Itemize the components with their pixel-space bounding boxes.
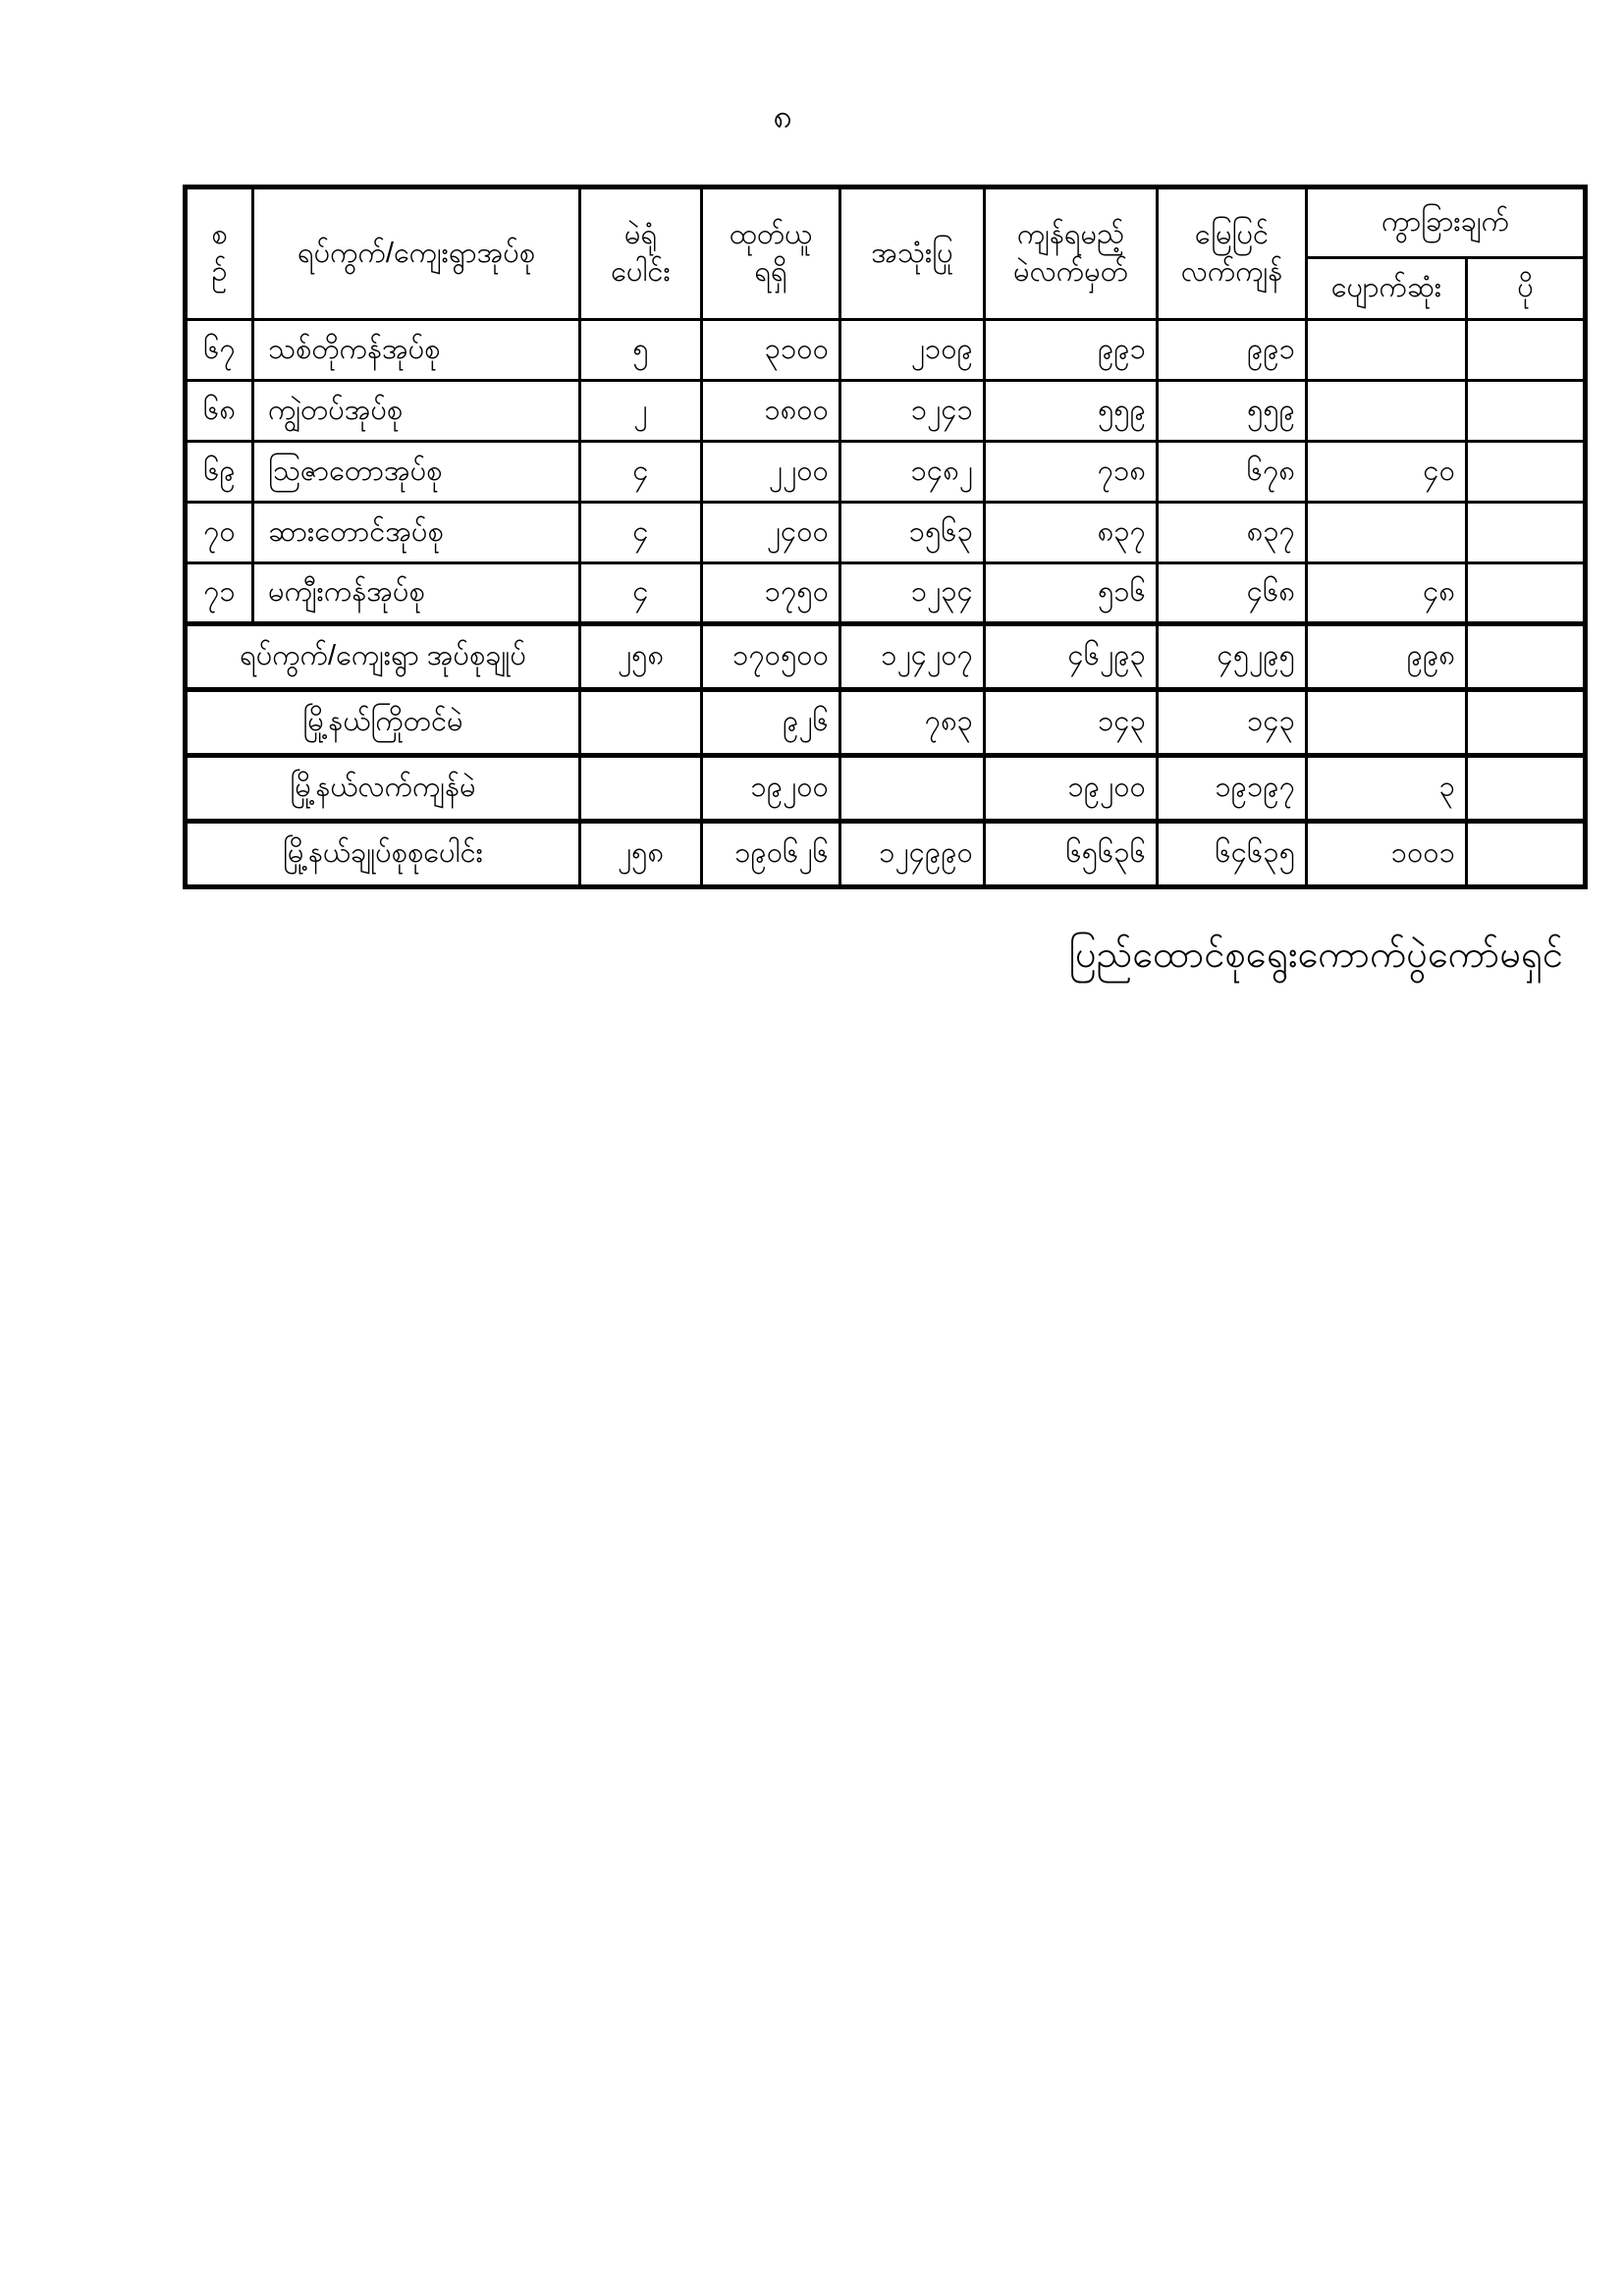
cell-serial: ၇၁ bbox=[186, 563, 253, 624]
ward-village-total-row bbox=[186, 624, 1586, 690]
cell-issued: ၂၂၀၀ bbox=[702, 442, 840, 503]
ballot-summary-table bbox=[183, 185, 1588, 889]
cell-serial: ၇၀ bbox=[186, 503, 253, 563]
cell-remaining: ၅၁၆ bbox=[985, 563, 1158, 624]
cell-total-label: ရပ်ကွက်/ကျေးရွာ အုပ်စုချုပ် bbox=[186, 624, 580, 690]
cell-issued: ၁၉၂၀၀ bbox=[702, 756, 840, 822]
cell-ground: ၆၇၈ bbox=[1158, 442, 1307, 503]
cell-extra bbox=[1467, 690, 1586, 756]
cell-serial: ၆၈ bbox=[186, 381, 253, 442]
cell-issued: ၉၂၆ bbox=[702, 690, 840, 756]
header-ground-balance: မြေပြင် လက်ကျန် bbox=[1158, 187, 1307, 320]
township-grand-total-row bbox=[186, 822, 1586, 887]
cell-lost: ၃ bbox=[1307, 756, 1467, 822]
cell-used: ၇၈၃ bbox=[840, 690, 985, 756]
cell-extra bbox=[1467, 822, 1586, 887]
cell-issued: ၁၉၀၆၂၆ bbox=[702, 822, 840, 887]
header-difference: ကွာခြားချက် bbox=[1307, 187, 1586, 258]
cell-ward-name: မကျီးကန်အုပ်စု bbox=[253, 563, 580, 624]
cell-extra bbox=[1467, 320, 1586, 381]
header-extra: ပို bbox=[1467, 258, 1586, 320]
cell-stations: ၄ bbox=[580, 442, 702, 503]
header-serial-line1: စ bbox=[211, 218, 228, 250]
header-serial-line2: ဉ် bbox=[211, 255, 228, 288]
township-remaining-votes-row bbox=[186, 756, 1586, 822]
cell-ward-name: ဩဇာတောအုပ်စု bbox=[253, 442, 580, 503]
cell-remaining: ၉၉၁ bbox=[985, 320, 1158, 381]
cell-remaining: ၅၅၉ bbox=[985, 381, 1158, 442]
header-issued: ထုတ်ယူ ရရှိ bbox=[702, 187, 840, 320]
cell-lost: ၄၈ bbox=[1307, 563, 1467, 624]
cell-ward-name: သစ်တိုကန်အုပ်စု bbox=[253, 320, 580, 381]
cell-ground: ၈၃၇ bbox=[1158, 503, 1307, 563]
cell-total-label: မြို့နယ်လက်ကျန်မဲ bbox=[186, 756, 580, 822]
cell-remaining: ၇၁၈ bbox=[985, 442, 1158, 503]
union-election-commission-signature: ပြည်ထောင်စုရွေးကောက်ပွဲကော်မရှင် bbox=[1068, 934, 1563, 976]
cell-stations: ၂၅၈ bbox=[580, 822, 702, 887]
cell-extra bbox=[1467, 756, 1586, 822]
page-number: ၈ bbox=[773, 98, 792, 135]
cell-lost: ၁၀၀၁ bbox=[1307, 822, 1467, 887]
cell-ward-name: ဆားတောင်အုပ်စု bbox=[253, 503, 580, 563]
cell-serial: ၆၉ bbox=[186, 442, 253, 503]
cell-issued: ၂၄၀၀ bbox=[702, 503, 840, 563]
cell-stations: ၂ bbox=[580, 381, 702, 442]
cell-ground: ၆၄၆၃၅ bbox=[1158, 822, 1307, 887]
cell-issued: ၁၇၀၅၀၀ bbox=[702, 624, 840, 690]
cell-used: ၁၂၄၉၉၀ bbox=[840, 822, 985, 887]
cell-issued: ၁၈၀၀ bbox=[702, 381, 840, 442]
cell-issued: ၁၇၅၀ bbox=[702, 563, 840, 624]
cell-extra bbox=[1467, 503, 1586, 563]
cell-ground: ၄၅၂၉၅ bbox=[1158, 624, 1307, 690]
cell-ground: ၅၅၉ bbox=[1158, 381, 1307, 442]
cell-used: ၁၂၄၂၀၇ bbox=[840, 624, 985, 690]
cell-remaining: ၁၄၃ bbox=[985, 690, 1158, 756]
table-row bbox=[186, 320, 1586, 381]
cell-ground: ၁၄၃ bbox=[1158, 690, 1307, 756]
cell-stations: ၅ bbox=[580, 320, 702, 381]
table-row bbox=[186, 503, 1586, 563]
cell-lost bbox=[1307, 503, 1467, 563]
table-row bbox=[186, 381, 1586, 442]
cell-total-label: မြို့နယ်ချုပ်စုစုပေါင်း bbox=[186, 822, 580, 887]
cell-ground: ၁၉၁၉၇ bbox=[1158, 756, 1307, 822]
cell-lost bbox=[1307, 381, 1467, 442]
cell-stations: ၂၅၈ bbox=[580, 624, 702, 690]
header-ward-name: ရပ်ကွက်/ကျေးရွာအုပ်စု bbox=[253, 187, 580, 320]
header-used: အသုံးပြု bbox=[840, 187, 985, 320]
header-lost: ပျောက်ဆုံး bbox=[1307, 258, 1467, 320]
cell-used bbox=[840, 756, 985, 822]
township-advance-votes-row bbox=[186, 690, 1586, 756]
cell-remaining: ၈၃၇ bbox=[985, 503, 1158, 563]
cell-serial: ၆၇ bbox=[186, 320, 253, 381]
cell-lost bbox=[1307, 690, 1467, 756]
table-row bbox=[186, 563, 1586, 624]
header-remaining-ballots: ကျန်ရမည့် မဲလက်မှတ် bbox=[985, 187, 1158, 320]
table-header bbox=[186, 187, 1586, 320]
cell-extra bbox=[1467, 624, 1586, 690]
header-serial bbox=[186, 187, 253, 320]
cell-ground: ၉၉၁ bbox=[1158, 320, 1307, 381]
cell-total-label: မြို့နယ်ကြိုတင်မဲ bbox=[186, 690, 580, 756]
cell-lost: ၉၉၈ bbox=[1307, 624, 1467, 690]
cell-used: ၂၁၀၉ bbox=[840, 320, 985, 381]
cell-used: ၁၂၄၁ bbox=[840, 381, 985, 442]
cell-lost bbox=[1307, 320, 1467, 381]
cell-ward-name: ကျွဲတပ်အုပ်စု bbox=[253, 381, 580, 442]
header-polling-stations: မဲရုံ ပေါင်း bbox=[580, 187, 702, 320]
cell-extra bbox=[1467, 442, 1586, 503]
cell-extra bbox=[1467, 381, 1586, 442]
cell-used: ၁၂၃၄ bbox=[840, 563, 985, 624]
cell-issued: ၃၁၀၀ bbox=[702, 320, 840, 381]
cell-used: ၁၅၆၃ bbox=[840, 503, 985, 563]
cell-extra bbox=[1467, 563, 1586, 624]
cell-stations bbox=[580, 690, 702, 756]
cell-used: ၁၄၈၂ bbox=[840, 442, 985, 503]
cell-remaining: ၁၉၂၀၀ bbox=[985, 756, 1158, 822]
cell-stations bbox=[580, 756, 702, 822]
cell-stations: ၄ bbox=[580, 563, 702, 624]
cell-stations: ၄ bbox=[580, 503, 702, 563]
cell-remaining: ၄၆၂၉၃ bbox=[985, 624, 1158, 690]
cell-ground: ၄၆၈ bbox=[1158, 563, 1307, 624]
cell-remaining: ၆၅၆၃၆ bbox=[985, 822, 1158, 887]
table-row bbox=[186, 442, 1586, 503]
cell-lost: ၄၀ bbox=[1307, 442, 1467, 503]
